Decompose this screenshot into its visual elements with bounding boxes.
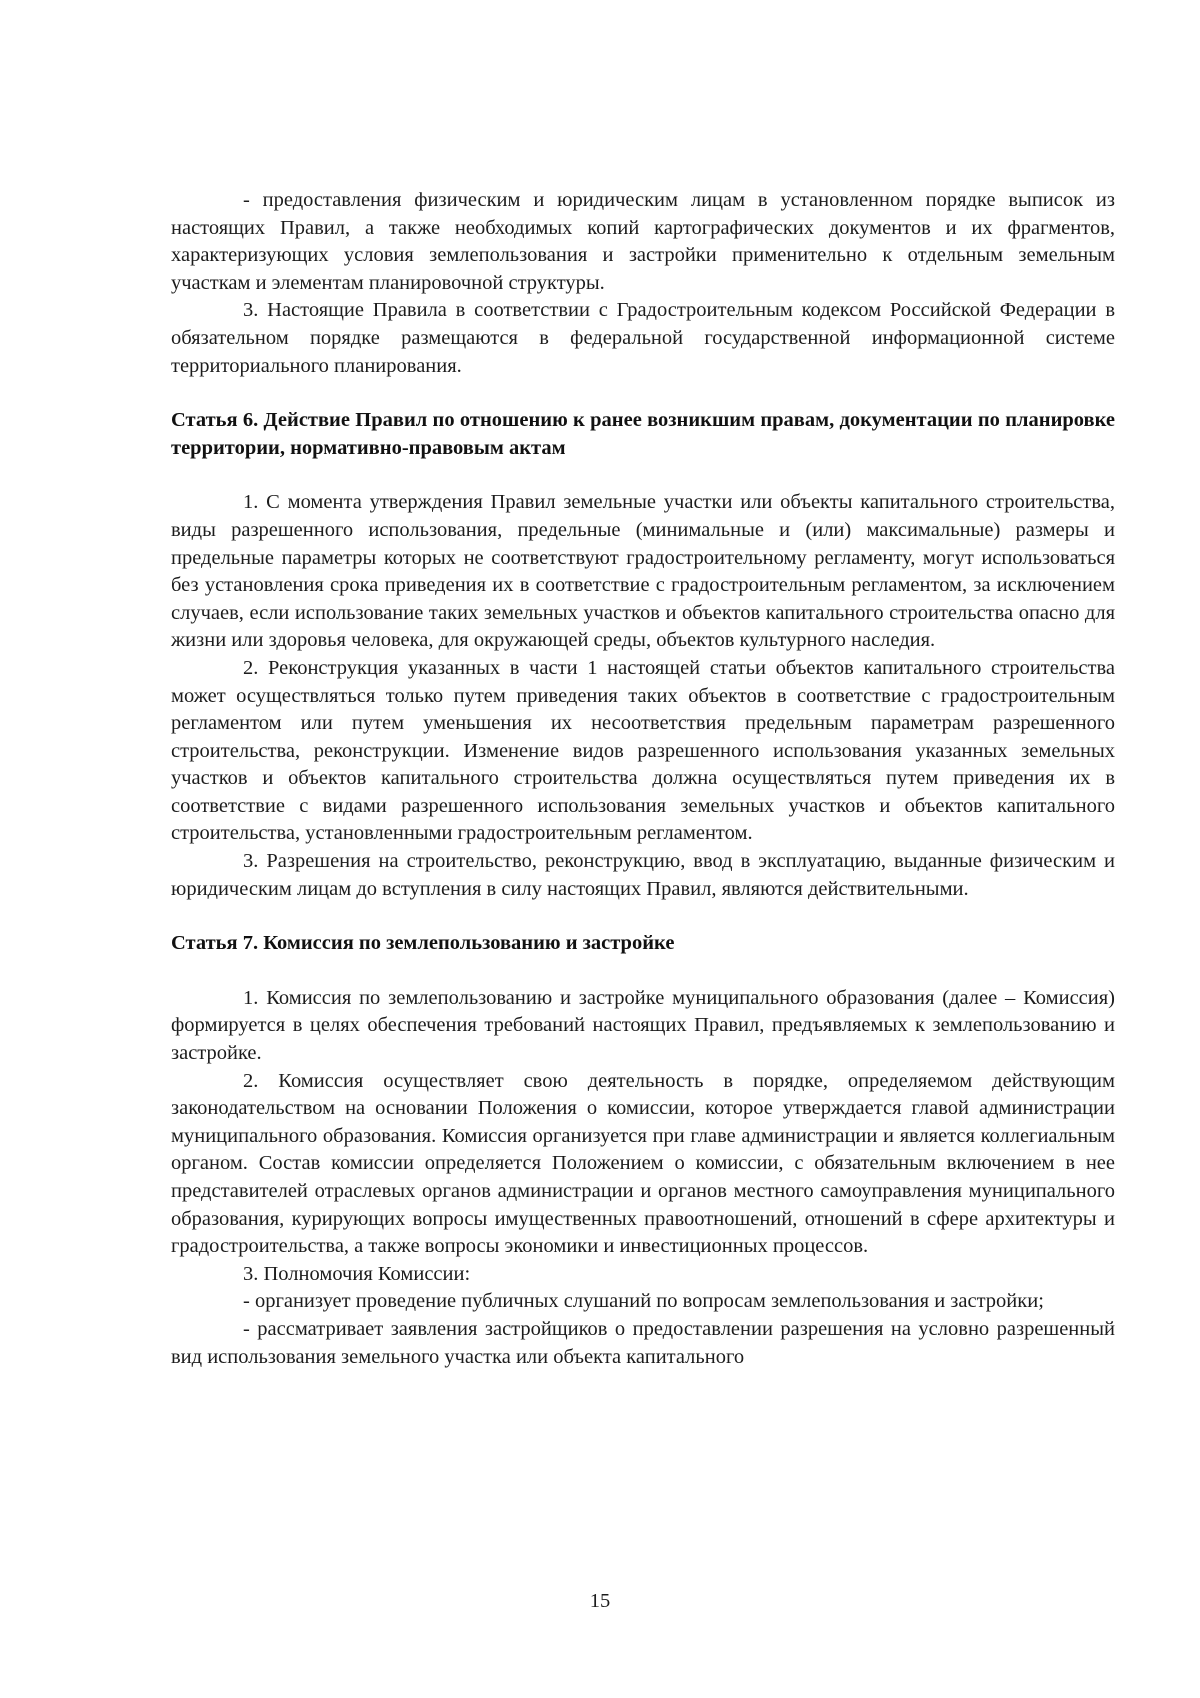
document-body [171, 187, 1115, 1371]
paragraph-rules-publication: 3. Настоящие Правила в соответствии с Градостроительным кодексом Российской Федерации в обязательном порядке размещаются в федеральной государственной информационной системе территориального планирования. [171, 299, 1115, 377]
article-6-paragraph-2: 2. Реконструкция указанных в части 1 настоящей статьи объектов капитального строительства может осуществляться только путем приведения таких объектов в соответствие с градостроительным регламентом или путем уменьшения их несоответствия предельным параметрам разрешенного строительства, реконструкции. Изменение видов разрешенного использования указанных земельных участков и объектов капитального строительства должна осуществляться путем приведения их в соответствие с видами разрешенного использования земельных участков и объектов капитального строительства, установленными градостроительным регламентом. [171, 656, 1115, 845]
paragraph-extracts-provision: - предоставления физическим и юридическим лицам в установленном порядке выписок из настоящих Правил, а также необходимых копий картографических документов и их фрагментов, характеризующих условия землепользования и застройки применительно к отдельным земельным участкам и элементам планировочной структуры. [171, 189, 1115, 294]
article-7-paragraph-5: - рассматривает заявления застройщиков о предоставлении разрешения на условно разрешенный вид использования земельного участка или объекта капитального [171, 1317, 1115, 1368]
page-number: 15 [589, 1590, 611, 1612]
article-7-heading: Статья 7. Комиссия по землепользованию и застройке [171, 932, 675, 955]
article-7-paragraph-1: 1. Комиссия по землепользованию и застройке муниципального образования (далее – Комиссия) формируется в целях обеспечения требований настоящих Правил, предъявляемых к землепользованию и застройке. [171, 986, 1115, 1065]
article-7-paragraph-2: 2. Комиссия осуществляет свою деятельность в порядке, определяемом действующим законодательством на основании Положения о комиссии, которое утверждается главой администрации муниципального образования. Комиссия организуется при главе администрации и является коллегиальным органом. Состав комиссии определяется Положением о комиссии, с обязательным включением в нее представителей отраслевых органов администрации и органов местного самоуправления муниципального образования, курирующих вопросы имущественных правоотношений, отношений в сфере архитектуры и градостроительства, а также вопросы экономики и инвестиционных процессов. [171, 1069, 1115, 1258]
article-7-paragraph-3: 3. Полномочия Комиссии: [243, 1262, 471, 1285]
article-6-paragraph-1: 1. С момента утверждения Правил земельные участки или объекты капитального строительства, виды разрешенного использования, предельные (минимальные и (или) максимальные) размеры и предельные параметры которых не соответствуют градостроительному регламенту, могут использоваться без установления срока приведения их в соответствие с градостроительным регламентом, за исключением случаев, если использование таких земельных участков и объектов капитального строительства опасно для жизни или здоровья человека, для окружающей среды, объектов культурного наследия. [171, 491, 1115, 652]
article-6-paragraph-3: 3. Разрешения на строительство, реконструкцию, ввод в эксплуатацию, выданные физическим и юридическим лицам до вступления в силу настоящих Правил, являются действительными. [171, 850, 1115, 900]
article-6-heading: Статья 6. Действие Правил по отношению к ранее возникшим правам, документации по планировке территории, нормативно-правовым актам [171, 409, 1115, 459]
article-7-paragraph-4: - организует проведение публичных слушаний по вопросам землепользования и застройки; [243, 1290, 1044, 1313]
